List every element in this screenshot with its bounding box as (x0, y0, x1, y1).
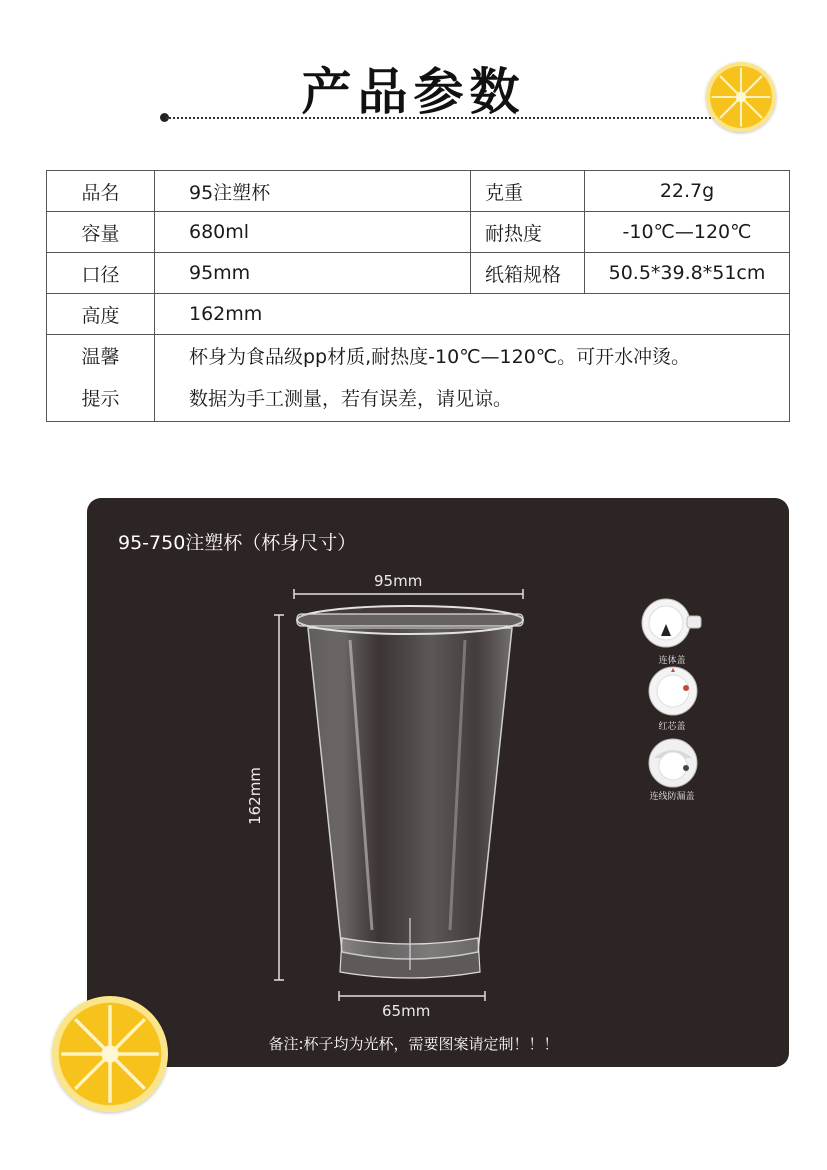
value-weight: 22.7g (585, 171, 790, 212)
label-capacity: 容量 (47, 212, 155, 253)
dimension-height-label: 162mm (245, 767, 264, 825)
lid-caption-leakproof: 连线防漏盖 (649, 792, 695, 802)
plastic-cup-image (290, 600, 530, 990)
panel-footnote: 备注:杯子均为光杯，需要图案请定制！！！ (268, 1035, 559, 1053)
panel-title: 95-750注塑杯（杯身尺寸） (118, 532, 357, 554)
value-capacity: 680ml (155, 212, 471, 253)
lid-caption-red-core: 红芯盖 (658, 722, 686, 732)
tips-line2: 数据为手工测量，若有误差，请见谅。 (189, 388, 513, 410)
label-product-name: 品名 (47, 171, 155, 212)
label-tips-line2: 提示 (81, 388, 120, 410)
value-height: 162mm (155, 294, 790, 335)
value-diameter: 95mm (155, 253, 471, 294)
label-carton-size: 纸箱规格 (471, 253, 585, 294)
label-diameter: 口径 (47, 253, 155, 294)
page-title: 产品参数 (301, 63, 526, 121)
value-product-name: 95注塑杯 (155, 171, 471, 212)
label-heat-resistance: 耐热度 (471, 212, 585, 253)
value-heat-resistance: -10℃—120℃ (585, 212, 790, 253)
lid-caption-one-piece: 连体盖 (658, 656, 686, 666)
label-height: 高度 (47, 294, 155, 335)
red-core-lid-icon (646, 666, 700, 716)
leakproof-lid-icon (646, 738, 700, 788)
dimension-bottom-label: 65mm (382, 1002, 431, 1020)
tips-line1: 杯身为食品级pp材质,耐热度-10℃—120℃。可开水冲烫。 (189, 346, 691, 368)
one-piece-lid-icon (640, 598, 702, 648)
dimension-top-label: 95mm (374, 572, 423, 590)
value-carton-size: 50.5*39.8*51cm (585, 253, 790, 294)
label-weight: 克重 (471, 171, 585, 212)
lemon-slice-icon (52, 996, 168, 1112)
label-tips-line1: 温馨 (81, 346, 120, 368)
